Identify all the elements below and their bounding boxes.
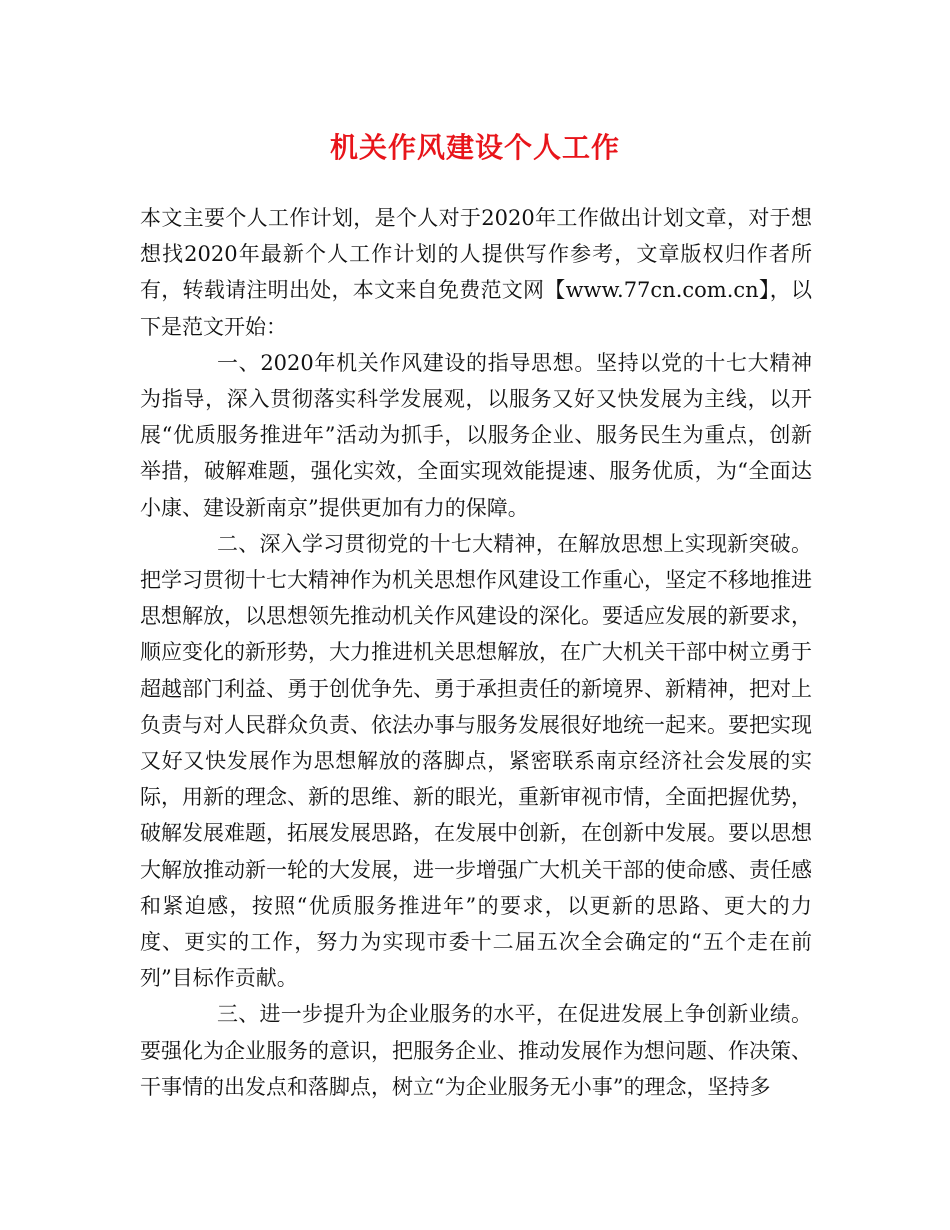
document-body (140, 200, 812, 1105)
section-3-paragraph: 三、进一步提升为企业服务的水平，在促进发展上争创新业绩。要强化为企业服务的意识，把服务企业、推动发展作为想问题、作决策、干事情的出发点和落脚点，树立“为企业服务无小事”的理念，坚持多 (140, 1002, 812, 1099)
section-2-paragraph: 二、深入学习贯彻党的十七大精神，在解放思想上实现新突破。把学习贯彻十七大精神作为机关思想作风建设工作重心，坚定不移地推进思想解放，以思想领先推动机关作风建设的深化。要适应发展的新要求，顺应变化的新形势，大力推进机关思想解放，在广大机关干部中树立勇于超越部门利益、勇于创优争先、勇于承担责任的新境界、新精神，把对上负责与对人民群众负责、依法办事与服务发展很好地统一起来。要把实现又好又快发展作为思想解放的落脚点，紧密联系南京经济社会发展的实际，用新的理念、新的思维、新的眼光，重新审视市情，全面把握优势，破解发展难题，拓展发展思路，在发展中创新，在创新中发展。要以思想大解放推动新一轮的大发展，进一步增强广大机关干部的使命感、责任感和紧迫感，按照“优质服务推进年”的要求，以更新的思路、更大的力度、更实的工作，努力为实现市委十二届五次全会确定的“五个走在前列”目标作贡献。 (140, 531, 812, 991)
section-1-paragraph: 一、2020年机关作风建设的指导思想。坚持以党的十七大精神为指导，深入贯彻落实科学发展观，以服务又好又快发展为主线，以开展“优质服务推进年”活动为抓手，以服务企业、服务民生为重点，创新举措，破解难题，强化实效，全面实现效能提速、服务优质，为“全面达小康、建设新南京”提供更加有力的保障。 (140, 350, 812, 520)
intro-paragraph: 本文主要个人工作计划，是个人对于2020年工作做出计划文章，对于想想找2020年最新个人工作计划的人提供写作参考，文章版权归作者所有，转载请注明出处，本文来自免费范文网【www.77cn.com.cn】，以下是范文开始： (140, 206, 812, 339)
document-title: 机关作风建设个人工作 (329, 131, 620, 164)
